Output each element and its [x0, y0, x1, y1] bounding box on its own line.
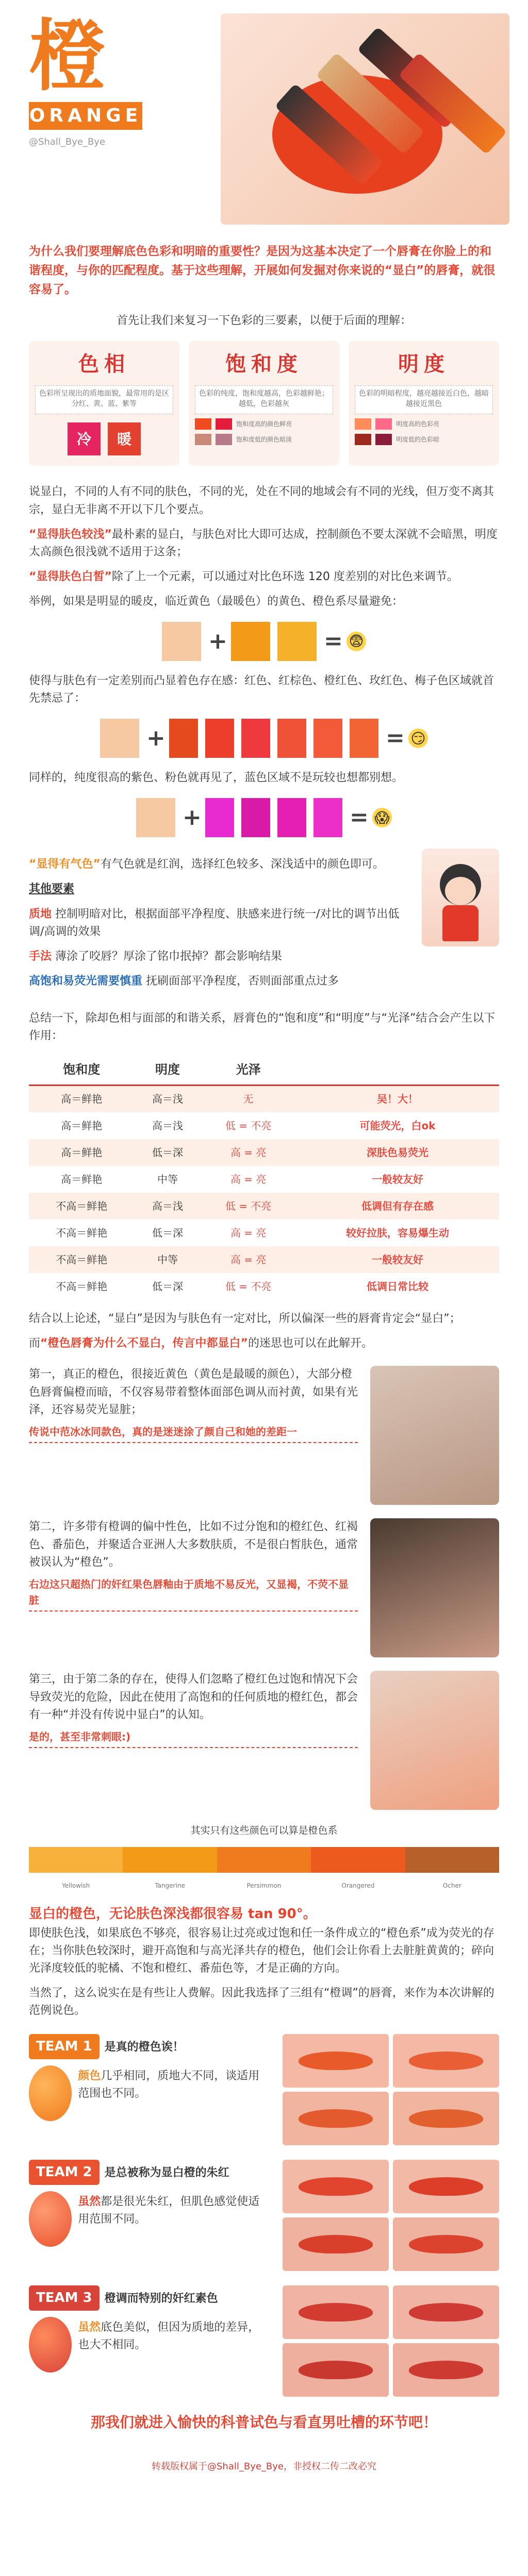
effect-table-wrap: [0, 1055, 528, 1300]
grapefruit-icon: [29, 2191, 72, 2247]
table-cell: 高＝鲜艳: [29, 1139, 135, 1166]
warm-swatch: 暖: [108, 422, 141, 455]
purple-swatch: [314, 798, 342, 837]
table-cell: 低调但有存在感: [296, 1193, 499, 1219]
red-swatch: [277, 719, 306, 758]
example-text: 第三，由于第二条的存在，使得人们忽略了橙红色过饱和情况下会导致荧光的危险，因此在使用了高饱和的任何质地的橙红色，都会有一种“并没有传说中显白”的认知。: [29, 1673, 358, 1721]
table-cell: 高 = 亮: [201, 1139, 296, 1166]
table-cell: 低＝深: [152, 1226, 183, 1239]
red-swatch: [169, 719, 198, 758]
team-detail: 虽然都是很光朱红，但肌色感觉使适用范围不同。: [78, 2195, 260, 2226]
equals-icon: =: [324, 628, 343, 654]
team-sub: 橙调而特别的奸红素色: [104, 2292, 218, 2306]
table-cell: 不高＝鲜艳: [56, 1226, 108, 1239]
orange-swatch: [231, 622, 270, 661]
mini-label: 饱和度低的颜色暗淡: [236, 435, 292, 443]
table-cell: 一般较友好: [296, 1246, 499, 1273]
three-intro: 首先让我们来复习一下色彩的三要素，以便于后面的理解：: [116, 314, 411, 328]
portrait-photo: [370, 1366, 499, 1505]
table-cell: 低 = 不亮: [201, 1193, 296, 1219]
table-cell: 低 = 不亮: [225, 1119, 272, 1132]
scared-emoji-icon: 😨: [346, 632, 366, 651]
table-cell: 高 = 亮: [201, 1246, 296, 1273]
p4: 举例，如果是明显的暖皮，临近黄色（最暖色）的黄色、橙色系尽量避免：: [29, 595, 404, 608]
spectrum-caption: 其实只有这些颜色可以算是橙色系: [190, 1825, 338, 1837]
element-title: 饱和度: [225, 352, 303, 377]
other-3-head: 高饱和易荧光需要慎重: [29, 974, 143, 988]
plus-icon: +: [146, 725, 166, 752]
table-row: [29, 1139, 499, 1166]
summary-text: 总结一下，除却色相与面部的和谐关系，唇膏色的“饱和度”和“明度”与“光泽”结合会产生以下作用：: [29, 1011, 496, 1042]
table-row: [29, 1246, 499, 1273]
table-cell: 不高＝鲜艳: [29, 1193, 135, 1219]
p9: 当然了，这么说实在是有些让人费解。因此我选择了三组有“橙调”的唇膏，来作为本次讲解的范例说色。: [29, 1987, 494, 2018]
other-1-head: 质地: [29, 907, 52, 921]
cartoon-illustration: [422, 849, 499, 946]
c2-highlight: “橙色唇膏为什么不显白，传言中都显白”: [40, 1337, 248, 1350]
element-card-saturation: [189, 341, 339, 466]
table-row: [29, 1112, 499, 1139]
others-title: 其他要素: [29, 883, 75, 896]
table-cell: 高 = 亮: [230, 1226, 267, 1239]
table-cell: 深肤色易荧光: [296, 1139, 499, 1166]
element-desc: 色彩的明暗程度，越亮越接近白色，越暗越接近黑色: [355, 385, 493, 414]
spectrum-label: Ocher: [442, 1882, 461, 1889]
team-label: TEAM 1: [29, 2034, 100, 2059]
title-char: 橙: [29, 11, 107, 101]
table-cell: 低＝深: [135, 1139, 201, 1166]
col-header: 明度: [135, 1055, 201, 1086]
equals-icon: =: [350, 804, 369, 831]
element-desc: 色彩所呈现出的质地面貌，最常用的是区分红、黄、蓝、紫等: [35, 385, 173, 414]
mini-label: 明度高的色彩亮: [396, 420, 440, 428]
team-2: [29, 2160, 499, 2271]
p5: 使得与肤色有一定差别而凸显着色存在感：红色、红棕色、橙红色、玫红色、梅子色区域就首先禁忌了：: [29, 674, 494, 705]
table-cell: 不高＝鲜艳: [56, 1280, 108, 1293]
example-callout: 传说中范冰冰同款色，真的是迷迷涂了颜自己和她的差距一: [29, 1424, 358, 1443]
lip-swatches: [283, 2160, 499, 2271]
element-desc: 色彩的纯度，饱和度越高，色彩越鲜艳；越低，色彩越灰: [195, 385, 333, 414]
skin-swatch: [100, 719, 139, 758]
team-1: [29, 2034, 499, 2145]
table-cell: 高＝鲜艳: [29, 1086, 135, 1113]
other-3: [29, 973, 411, 990]
spectrum-labels: [29, 1881, 499, 1891]
table-cell: 低调日常比较: [367, 1280, 428, 1293]
p8-head: 显白的橙色，无论肤色深浅都很容易 tan 90°。: [29, 1906, 317, 1922]
purple-swatch: [205, 798, 234, 837]
team-3: [29, 2285, 499, 2397]
orange-spectrum: [29, 1847, 499, 1873]
element-card-hue: [29, 341, 179, 466]
lip-swatches: [283, 2034, 499, 2145]
example-2: [29, 1518, 499, 1657]
portrait-photo: [370, 1518, 499, 1657]
yellow-orange-swatch: [277, 622, 317, 661]
title-en: ORANGE: [29, 102, 142, 130]
equation-3: [29, 798, 499, 837]
p8: [29, 1904, 499, 1977]
table-row: [29, 1219, 499, 1246]
p3-body: 除了上一个元素，可以通过对比色环选 120 度差别的对比色来调节。: [111, 570, 458, 583]
purple-swatch: [241, 798, 270, 837]
mini-label: 明度低的色彩暗: [396, 435, 440, 443]
p2-body: 最朴素的显白，与肤色对比大即可达成，控制颜色不要太深就不会暗黑，明度太高颜色很浅就不适用于这条；: [29, 528, 498, 558]
red-swatch: [241, 719, 270, 758]
table-cell: 一般较友好: [372, 1173, 423, 1185]
table-row: [29, 1273, 499, 1300]
c2-pre: 而: [29, 1337, 41, 1350]
smirk-emoji-icon: 😏: [408, 728, 428, 748]
p6: 同样的，纯度很高的紫色、粉色就再见了，蓝色区域不是玩较也想都别想。: [29, 771, 404, 785]
table-cell: 高 = 亮: [230, 1173, 267, 1185]
element-title: 明度: [398, 352, 450, 377]
skin-swatch: [136, 798, 175, 837]
equals-icon: =: [386, 725, 405, 752]
red-swatch: [350, 719, 378, 758]
spectrum-label: Yellowish: [62, 1882, 90, 1889]
c2-post: 的迷思也可以在此解开。: [248, 1337, 373, 1350]
other-3-body: 抚刷面部平净程度，否则面部重点过多: [146, 974, 339, 988]
element-card-value: [349, 341, 499, 466]
header: [0, 0, 528, 242]
table-cell: 高＝浅: [152, 1119, 183, 1132]
p7: [29, 856, 411, 873]
table-row: [29, 1193, 499, 1219]
team-label: TEAM 2: [29, 2160, 100, 2184]
table-cell: 高＝浅: [135, 1086, 201, 1113]
p2: [29, 526, 499, 561]
conclusion-2: [29, 1335, 499, 1352]
copyright-footer: 转载版权属于@Shall_Bye_Bye，非授权二传二改必究: [151, 2461, 376, 2472]
spectrum-label: Tangerine: [155, 1882, 185, 1889]
team-detail: 虽然底色美似，但因为质地的差异，也大不相同。: [78, 2320, 260, 2351]
table-cell: 中等: [135, 1246, 201, 1273]
spectrum-label: Persimmon: [246, 1882, 282, 1889]
table-cell: 低＝深: [152, 1280, 183, 1293]
element-title: 色相: [78, 352, 130, 377]
cool-swatch: 冷: [68, 422, 101, 455]
spectrum-label: Orangered: [341, 1882, 375, 1889]
p2-head: “显得肤色较浅”: [29, 528, 112, 541]
table-row: [29, 1166, 499, 1193]
red-swatch: [314, 719, 342, 758]
team-detail: 颜色几乎相同，质地大不同，谈适用范围也不同。: [78, 2069, 260, 2100]
other-2-body: 薄涂了咬唇？厚涂了铭巾抿掉？都会影响结果: [55, 950, 283, 963]
table-row: [29, 1086, 499, 1113]
example-text: 第二，许多带有橙调的偏中性色，比如不过分饱和的橙红色、红褐色、番茄色，并聚适合亚洲人大多数肤质，不是很白皙肤色，通常被误认为“橙色”。: [29, 1520, 358, 1569]
example-callout: 右边这只超热门的奸红果色唇釉由于质地不易反光，又显褐，不荧不显脏: [29, 1577, 358, 1612]
intro-text: 为什么我们要理解底色色彩和明暗的重要性？是因为这基本决定了一个唇膏在你脸上的和谐程度，与你的匹配程度。基于这些理解，开展如何发掘对你来说的“显白”的唇膏，就很容易了。: [29, 245, 496, 296]
table-cell: 可能荧光，白ok: [359, 1119, 436, 1132]
table-cell: 不高＝鲜艳: [29, 1246, 135, 1273]
team-sub: 是总被称为显白橙的朱红: [104, 2166, 229, 2180]
persimmon-icon: [29, 2317, 72, 2372]
table-cell: 吴！大！: [296, 1086, 499, 1113]
three-elements: [29, 341, 499, 466]
mini-label: 饱和度高的颜色鲜亮: [236, 420, 292, 428]
table-cell: 高＝鲜艳: [61, 1119, 103, 1132]
other-2: [29, 948, 411, 965]
plus-icon: +: [208, 628, 227, 654]
table-cell: 低 = 不亮: [225, 1280, 272, 1293]
col-header: 饱和度: [29, 1055, 135, 1086]
col-header: [296, 1055, 499, 1086]
team-sub: 是真的橙色诶！: [104, 2041, 184, 2054]
lip-swatches: [283, 2285, 499, 2397]
table-cell: 较好拉肤，容易爆生动: [346, 1226, 449, 1239]
table-cell: 高＝鲜艳: [61, 1173, 103, 1185]
other-2-head: 手法: [29, 950, 52, 963]
lips-photo: [370, 1671, 499, 1810]
scream-emoji-icon: 😱: [372, 808, 392, 827]
p1: 说显白，不同的人有不同的肤色，不同的光，处在不同的地域会有不同的光线，但万变不离其宗，显白无非离不开以下几个要点。: [29, 485, 494, 516]
example-callout: 是的，甚至非常刺眼:): [29, 1729, 358, 1748]
skin-swatch: [162, 622, 201, 661]
p7-head: “显得有气色”: [29, 858, 101, 871]
red-swatch: [205, 719, 234, 758]
team-label: TEAM 3: [29, 2285, 100, 2310]
other-1: [29, 906, 411, 941]
effect-table: [29, 1055, 499, 1300]
hero-image: [221, 13, 509, 225]
plus-icon: +: [183, 804, 202, 831]
p7-body: 有气色就是红润，选择红色较多、深浅适中的颜色即可。: [100, 858, 384, 871]
conclusion-1: 结合以上论述，“显白”是因为与肤色有一定对比，所以偏深一些的唇膏肯定会“显白”；: [29, 1312, 461, 1326]
summary: [29, 1010, 499, 1045]
example-3: [29, 1671, 499, 1810]
ending-line: 那我们就进入愉快的科普试色与看直男吐槽的环节吧！: [90, 2414, 437, 2431]
table-cell: 无: [201, 1086, 296, 1113]
equation-2: [29, 719, 499, 758]
col-header: 光泽: [201, 1055, 296, 1086]
p3-head: “显得肤色白皙”: [29, 570, 112, 583]
author-handle: @Shall_Bye_Bye: [29, 137, 106, 147]
table-cell: 高＝浅: [135, 1193, 201, 1219]
orange-fruit-icon: [29, 2065, 72, 2121]
table-cell: 中等: [157, 1173, 178, 1185]
example-text: 第一，真正的橙色，很接近黄色（黄色是最暖的颜色），大部分橙色唇膏偏橙而暗，不仅容易带着整体面部色调从而衬黄，如果有光泽，还容易荧光显脏；: [29, 1368, 358, 1416]
other-1-body: 控制明暗对比，根据面部平净程度、肤感来进行统一/对比的调节出低调/高调的效果: [29, 907, 400, 938]
p3: [29, 568, 499, 586]
purple-swatch: [277, 798, 306, 837]
equation-1: [29, 622, 499, 661]
p8-body: 即使肤色浅，如果底色不够亮，很容易让过亮或过饱和任一条件成立的“橙色系”成为荧光的存在；当你肤色较深时，避开高饱和与高光泽共存的橙色，他们会让你看上去脏脏黄黄的；碎向光泽度较低的驼橘、不饱和橙红、番茄色等，才是正确的方向。: [29, 1926, 494, 1975]
example-1: [29, 1366, 499, 1505]
